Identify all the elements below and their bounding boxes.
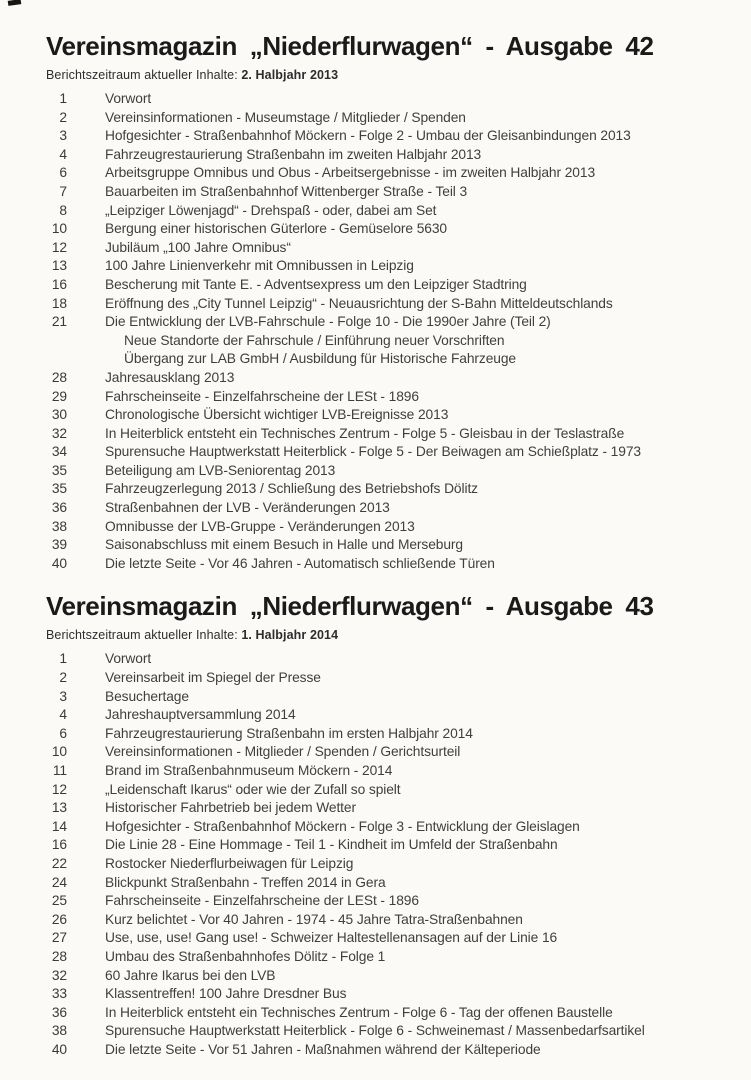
toc-page-number: 6	[59, 165, 67, 181]
toc-page-number: 24	[51, 874, 67, 890]
section-ausgabe-42	[46, 0, 733, 573]
toc-item-title: Arbeitsgruppe Omnibus und Obus - Arbeitsergebnisse - im zweiten Halbjahr 2013	[105, 165, 596, 181]
toc-row	[46, 109, 733, 128]
toc-row	[46, 127, 733, 146]
toc-row	[46, 762, 733, 781]
toc-row	[46, 743, 733, 762]
toc-page-number: 10	[51, 221, 67, 237]
toc-item-title: In Heiterblick entsteht ein Technisches Zentrum - Folge 6 - Tag der offenen Baustelle	[105, 1004, 613, 1020]
toc-item-title: Vereinsinformationen - Museumstage / Mitglieder / Spenden	[105, 109, 466, 125]
toc-row	[46, 220, 733, 239]
toc-page-number: 36	[51, 1004, 67, 1020]
toc-page-number: 40	[51, 555, 67, 571]
toc-row	[46, 836, 733, 855]
toc-row	[46, 239, 733, 258]
toc-item-title: Fahrzeugrestaurierung Straßenbahn im zweiten Halbjahr 2013	[105, 146, 482, 162]
toc-row	[46, 874, 733, 893]
toc-row	[46, 650, 733, 669]
toc-page-number: 26	[51, 911, 67, 927]
toc-item-title: Vorwort	[105, 91, 152, 106]
toc-item-title: Vorwort	[105, 651, 152, 667]
toc-item-title: Kurz belichtet - Vor 40 Jahren - 1974 - 45 Jahre Tatra-Straßenbahnen	[105, 911, 523, 927]
toc-page-number: 38	[51, 1023, 67, 1039]
toc-page-number	[46, 350, 67, 369]
toc-item-title: Eröffnung des „City Tunnel Leipzig“ - Neuausrichtung der S-Bahn Mitteldeutschlands	[105, 295, 613, 311]
toc-item-title: Fahrzeugzerlegung 2013 / Schließung des Betriebshofs Dölitz	[105, 481, 478, 497]
toc-page-number: 29	[51, 388, 67, 404]
toc-item-title: Chronologische Übersicht wichtiger LVB-Ereignisse 2013	[105, 407, 449, 423]
toc-page-number: 2	[59, 109, 67, 125]
toc-item-title: Bergung einer historischen Güterlore - Gemüselore 5630	[105, 221, 448, 237]
toc-page-number: 16	[51, 837, 67, 853]
toc-row	[46, 518, 733, 537]
report-period-label: Berichtszeitraum aktueller Inhalte:	[46, 68, 238, 82]
toc-page-number: 35	[51, 462, 67, 478]
toc-row	[46, 369, 733, 388]
toc-row	[46, 799, 733, 818]
toc-item-title: Die Entwicklung der LVB-Fahrschule - Folge 10 - Die 1990er Jahre (Teil 2)	[105, 314, 551, 330]
toc-page-number: 13	[51, 258, 67, 274]
toc-page-number: 16	[51, 276, 67, 292]
toc-item-title: Die letzte Seite - Vor 51 Jahren - Maßnahmen während der Kälteperiode	[105, 1041, 541, 1057]
toc-item-title: Jubiläum „100 Jahre Omnibus“	[105, 239, 291, 255]
toc-item-title: Fahrscheinseite - Einzelfahrscheine der LESt - 1896	[105, 893, 419, 909]
toc-page-number: 1	[59, 91, 67, 106]
toc-page-number: 30	[51, 407, 67, 423]
toc-row	[46, 406, 733, 425]
toc-item-title: Blickpunkt Straßenbahn - Treffen 2014 in Gera	[105, 874, 386, 890]
toc-row	[46, 536, 733, 555]
toc-row	[46, 892, 733, 911]
toc-page-number: 22	[51, 855, 67, 871]
toc-row	[46, 818, 733, 837]
toc-list-ausgabe-42	[46, 90, 733, 573]
toc-page-number: 1	[59, 651, 67, 667]
toc-row	[46, 855, 733, 874]
toc-item-title: Use, use, use! Gang use! - Schweizer Haltestellenansagen auf der Linie 16	[105, 930, 558, 946]
toc-page-number: 39	[51, 537, 67, 553]
toc-item-title: Neue Standorte der Fahrschule / Einführung neuer Vorschriften	[124, 332, 505, 348]
toc-page-number: 33	[51, 986, 67, 1002]
toc-row	[46, 388, 733, 407]
toc-item-title: Bescherung mit Tante E. - Adventsexpress um den Leipziger Stadtring	[105, 276, 527, 292]
toc-page-number: 32	[51, 425, 67, 441]
toc-item-title: Umbau des Straßenbahnhofes Dölitz - Folge 1	[105, 948, 386, 964]
toc-row	[46, 499, 733, 518]
toc-row	[46, 688, 733, 707]
toc-item-title: Klassentreffen! 100 Jahre Dresdner Bus	[105, 986, 347, 1002]
toc-row	[46, 443, 733, 462]
toc-item-title: Saisonabschluss mit einem Besuch in Halle und Merseburg	[105, 537, 464, 553]
toc-item-title: 100 Jahre Linienverkehr mit Omnibussen in Leipzig	[105, 258, 414, 274]
toc-row	[46, 1004, 733, 1023]
toc-item-title: 60 Jahre Ikarus bei den LVB	[105, 967, 276, 983]
toc-page-number: 35	[51, 481, 67, 497]
toc-row	[46, 967, 733, 986]
toc-item-title: Besuchertage	[105, 688, 189, 704]
toc-row	[46, 146, 733, 165]
toc-row	[46, 480, 733, 499]
toc-row	[46, 183, 733, 202]
toc-row	[46, 164, 733, 183]
toc-item-title: Hofgesichter - Straßenbahnhof Möckern - Folge 3 - Entwicklung der Gleislagen	[105, 818, 580, 834]
toc-item-title: Straßenbahnen der LVB - Veränderungen 2013	[105, 500, 390, 516]
toc-page-number: 12	[51, 239, 67, 255]
toc-row	[46, 295, 733, 314]
toc-item-title: Beteiligung am LVB-Seniorentag 2013	[105, 462, 336, 478]
toc-row	[46, 313, 733, 332]
toc-item-title: Übergang zur LAB GmbH / Ausbildung für Historische Fahrzeuge	[124, 351, 517, 367]
toc-page-number: 21	[51, 314, 67, 330]
report-period-value: 1. Halbjahr 2014	[241, 628, 339, 643]
toc-item-title: Hofgesichter - Straßenbahnhof Möckern - Folge 2 - Umbau der Gleisanbindungen 2013	[105, 128, 631, 144]
toc-item-title: „Leidenschaft Ikarus“ oder wie der Zufall so spielt	[105, 781, 401, 797]
toc-page-number: 8	[59, 202, 67, 218]
toc-item-title: In Heiterblick entsteht ein Technisches Zentrum - Folge 5 - Gleisbau in der Teslastraße	[105, 425, 625, 441]
toc-page-number	[46, 332, 67, 351]
toc-row	[46, 555, 733, 574]
toc-row	[46, 462, 733, 481]
toc-row-continuation	[46, 350, 733, 369]
toc-page-number: 2	[59, 670, 67, 686]
toc-page-number: 25	[51, 893, 67, 909]
report-period-43	[46, 628, 733, 642]
toc-page-number: 38	[51, 518, 67, 534]
toc-item-title: „Leipziger Löwenjagd“ - Drehspaß - oder, dabei am Set	[105, 202, 437, 218]
toc-page-number: 36	[51, 500, 67, 516]
report-period-42	[46, 68, 733, 82]
toc-page-number: 13	[51, 800, 67, 816]
toc-row	[46, 276, 733, 295]
report-period-label: Berichtszeitraum aktueller Inhalte:	[46, 628, 238, 643]
toc-item-title: Die letzte Seite - Vor 46 Jahren - Automatisch schließende Türen	[105, 555, 495, 571]
toc-item-title: Brand im Straßenbahnmuseum Möckern - 2014	[105, 763, 393, 778]
toc-page-number: 3	[59, 128, 67, 144]
toc-row	[46, 202, 733, 221]
toc-page-number: 4	[59, 146, 67, 162]
toc-page-number: 34	[51, 444, 67, 460]
toc-item-title: Omnibusse der LVB-Gruppe - Veränderungen 2013	[105, 518, 415, 534]
toc-row	[46, 985, 733, 1004]
toc-item-title: Die Linie 28 - Eine Hommage - Teil 1 - Kindheit im Umfeld der Straßenbahn	[105, 837, 558, 853]
toc-page-number: 7	[59, 183, 67, 199]
toc-row	[46, 911, 733, 930]
toc-page-number: 10	[51, 744, 67, 760]
toc-item-title: Spurensuche Hauptwerkstatt Heiterblick - Folge 6 - Schweinemast / Massenbedarfsartikel	[105, 1023, 645, 1039]
toc-row	[46, 1041, 733, 1060]
toc-row	[46, 929, 733, 948]
toc-item-title: Jahresausklang 2013	[105, 369, 235, 385]
toc-row-continuation	[46, 332, 733, 351]
magazine-title-ausgabe-42: Vereinsmagazin „Niederflurwagen“ - Ausgabe 42	[46, 31, 654, 61]
toc-page-number: 28	[51, 369, 67, 385]
toc-item-title: Historischer Fahrbetrieb bei jedem Wetter	[105, 800, 356, 816]
toc-page-number: 27	[51, 930, 67, 946]
toc-row	[46, 257, 733, 276]
toc-page-number: 14	[51, 818, 67, 834]
toc-item-title: Jahreshauptversammlung 2014	[105, 707, 296, 723]
toc-row	[46, 425, 733, 444]
toc-row	[46, 725, 733, 744]
section-ausgabe-43	[46, 573, 733, 1059]
toc-item-title: Bauarbeiten im Straßenbahnhof Wittenberger Straße - Teil 3	[105, 183, 468, 199]
toc-row	[46, 1022, 733, 1041]
toc-row	[46, 90, 733, 109]
toc-item-title: Vereinsarbeit im Spiegel der Presse	[105, 670, 321, 686]
toc-row	[46, 669, 733, 688]
magazine-title-ausgabe-43: Vereinsmagazin „Niederflurwagen“ - Ausgabe 43	[46, 591, 654, 622]
toc-page-number: 4	[59, 707, 67, 723]
toc-item-title: Fahrscheinseite - Einzelfahrscheine der LESt - 1896	[105, 388, 419, 404]
toc-page-number: 3	[59, 688, 67, 704]
toc-item-title: Vereinsinformationen - Mitglieder / Spenden / Gerichtsurteil	[105, 744, 461, 760]
toc-page-number: 28	[51, 948, 67, 964]
toc-page-number: 18	[51, 295, 67, 311]
toc-row	[46, 948, 733, 967]
report-period-value: 2. Halbjahr 2013	[241, 68, 339, 82]
toc-list-ausgabe-43	[46, 650, 733, 1059]
scan-artifact-mark	[8, 0, 22, 6]
toc-page-number: 6	[59, 725, 67, 741]
toc-item-title: Fahrzeugrestaurierung Straßenbahn im ersten Halbjahr 2014	[105, 725, 473, 741]
toc-page-number: 12	[51, 781, 67, 797]
toc-page-number: 32	[51, 967, 67, 983]
toc-row	[46, 706, 733, 725]
toc-row	[46, 781, 733, 800]
toc-item-title: Rostocker Niederflurbeiwagen für Leipzig	[105, 855, 354, 871]
toc-page-number: 11	[52, 763, 67, 778]
toc-item-title: Spurensuche Hauptwerkstatt Heiterblick - Folge 5 - Der Beiwagen am Schießplatz - 1973	[105, 444, 641, 460]
toc-page-number: 40	[51, 1041, 67, 1057]
